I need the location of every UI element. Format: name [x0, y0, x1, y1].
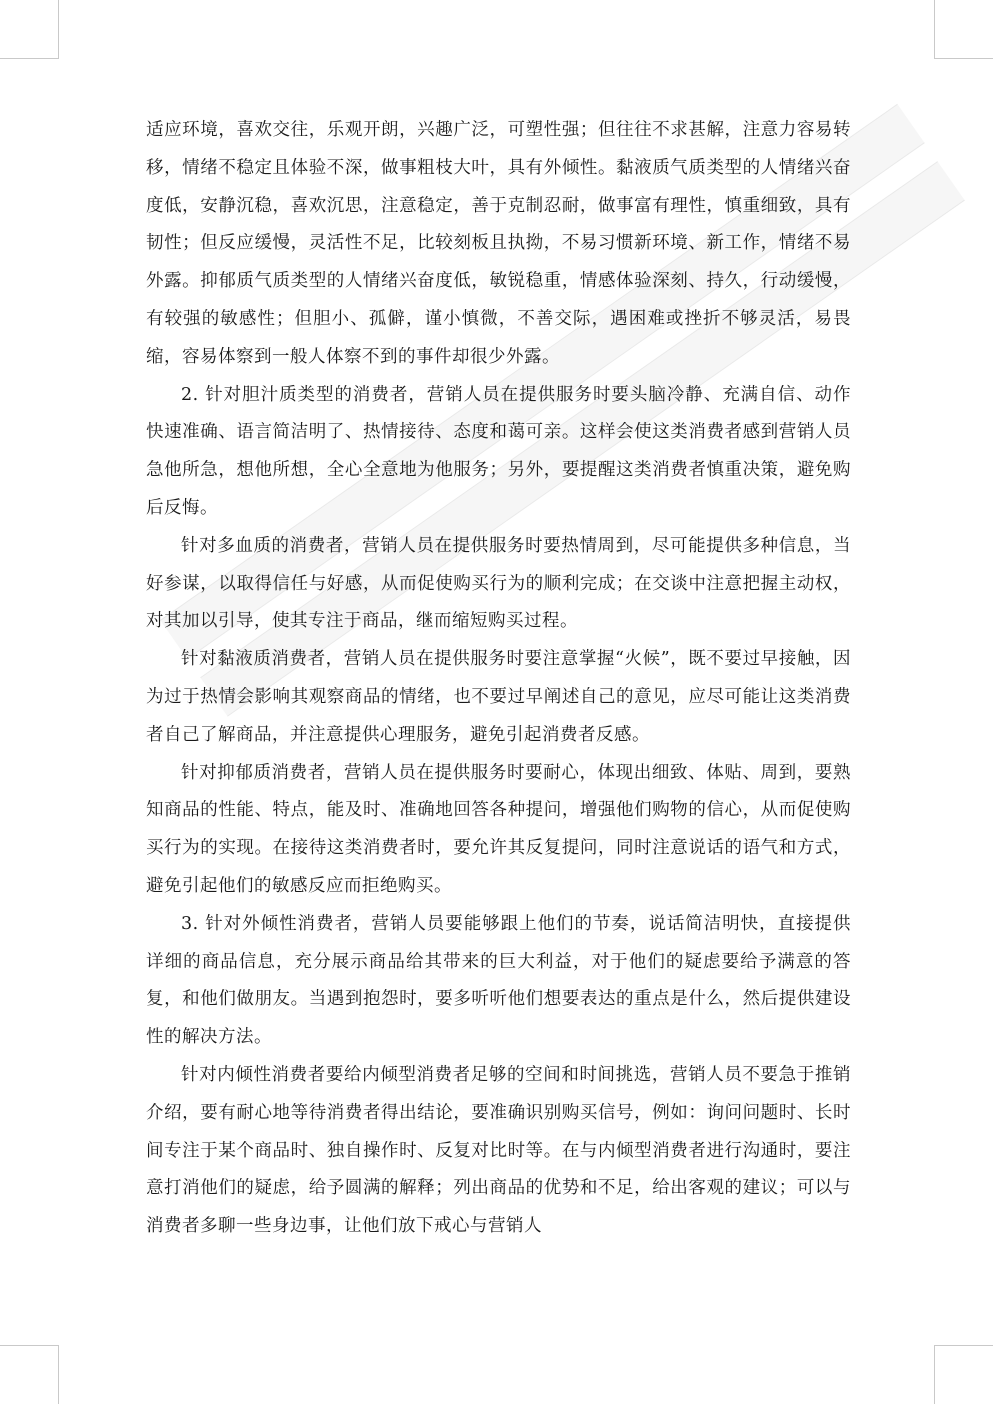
paragraph: 针对多血质的消费者，营销人员在提供服务时要热情周到，尽可能提供多种信息，当好参谋，以取得信任与好感，从而促使购买行为的顺利完成；在交谈中注意把握主动权，对其加以引导，使其专注于商品，继而缩短购买过程。	[146, 535, 851, 632]
paragraph: 适应环境，喜欢交往，乐观开朗，兴趣广泛，可塑性强；但往往不求甚解，注意力容易转移，情绪不稳定且体验不深，做事粗枝大叶，具有外倾性。黏液质气质类型的人情绪兴奋度低，安静沉稳，喜欢沉思，注意稳定，善于克制忍耐，做事富有理性，慎重细致，具有韧性；但反应缓慢，灵活性不足，比较刻板且执拗，不易习惯新环境、新工作，情绪不易外露。抑郁质气质类型的人情绪兴奋度低，敏锐稳重，情感体验深刻、持久，行动缓慢，有较强的敏感性；但胆小、孤僻，谨小慎微，不善交际，遇困难或挫折不够灵活，易畏缩，容易体察到一般人体察不到的事件却很少外露。	[146, 120, 851, 367]
paragraph: 2. 针对胆汁质类型的消费者，营销人员在提供服务时要头脑冷静、充满自信、动作快速准确、语言简洁明了、热情接待、态度和蔼可亲。这样会使这类消费者感到营销人员急他所急，想他所想，全心全意地为他服务；另外，要提醒这类消费者慎重决策，避免购后反悔。	[146, 384, 851, 518]
paragraph: 针对黏液质消费者，营销人员在提供服务时要注意掌握“火候”，既不要过早接触，因为过于热情会影响其观察商品的情绪，也不要过早阐述自己的意见，应尽可能让这类消费者自己了解商品，并注意提供心理服务，避免引起消费者反感。	[146, 649, 851, 745]
crop-mark-bottom-right	[934, 1345, 993, 1404]
crop-mark-bottom-left	[0, 1345, 59, 1404]
paragraph: 针对内倾性消费者要给内倾型消费者足够的空间和时间挑选，营销人员不要急于推销介绍，要有耐心地等待消费者得出结论，要准确识别购买信号，例如：询问问题时、长时间专注于某个商品时、独自操作时、反复对比时等。在与内倾型消费者进行沟通时，要注意打消他们的疑虑，给予圆满的解释；列出商品的优势和不足，给出客观的建议；可以与消费者多聊一些身边事，让他们放下戒心与营销人	[146, 1064, 851, 1237]
paragraph: 针对抑郁质消费者，营销人员在提供服务时要耐心，体现出细致、体贴、周到，要熟知商品的性能、特点，能及时、准确地回答各种提问，增强他们购物的信心，从而促使购买行为的实现。在接待这类消费者时，要允许其反复提问，同时注意说话的语气和方式，避免引起他们的敏感反应而拒绝购买。	[146, 762, 851, 896]
crop-mark-top-right	[934, 0, 993, 59]
body-text	[146, 112, 851, 1246]
paragraph: 3. 针对外倾性消费者，营销人员要能够跟上他们的节奏，说话简洁明快，直接提供详细的商品信息，充分展示商品给其带来的巨大利益，对于他们的疑虑要给予满意的答复，和他们做朋友。当遇到抱怨时，要多听听他们想要表达的重点是什么，然后提供建设性的解决方法。	[146, 913, 851, 1048]
crop-mark-top-left	[0, 0, 59, 59]
